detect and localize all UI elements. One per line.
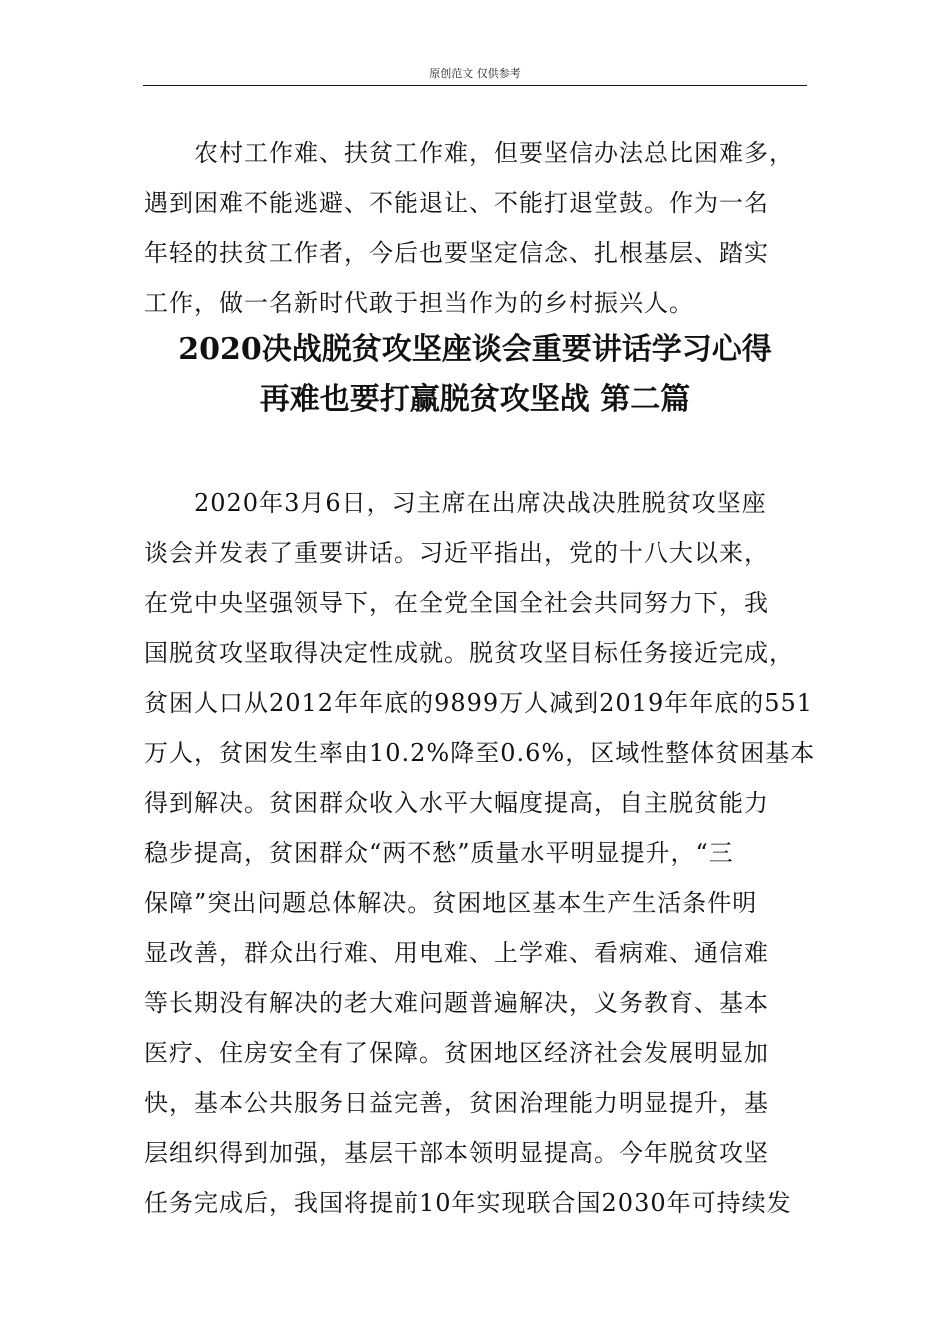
paragraph-line: 显改善，群众出行难、用电难、上学难、看病难、通信难: [144, 939, 769, 967]
paragraph-line: 稳步提高，贫困群众“两不愁”质量水平明显提升，“三: [144, 839, 734, 867]
document-title: 2020决战脱贫攻坚座谈会重要讲话学习心得: [178, 332, 772, 367]
paragraph-line: 农村工作难、扶贫工作难，但要坚信办法总比困难多，: [144, 139, 794, 167]
paragraph-line: 任务完成后，我国将提前10年实现联合国2030年可持续发: [144, 1189, 792, 1217]
paragraph-line: 医疗、住房安全有了保障。贫困地区经济社会发展明显加: [144, 1039, 769, 1067]
header-divider: [143, 85, 807, 86]
paragraph-line: 万人，贫困发生率由10.2%降至0.6%，区域性整体贫困基本: [144, 739, 816, 767]
paragraph-line: 在党中央坚强领导下，在全党全国全社会共同努力下，我: [144, 589, 769, 617]
paragraph-line: 2020年3月6日，习主席在出席决战决胜脱贫攻坚座: [144, 489, 767, 517]
paragraph-line: 遇到困难不能逃避、不能退让、不能打退堂鼓。作为一名: [144, 189, 769, 217]
intro-paragraph: [144, 128, 808, 328]
paragraph-line: 等长期没有解决的老大难问题普遍解决，义务教育、基本: [144, 989, 769, 1017]
page-header-text: 原创范文 仅供参考: [429, 67, 521, 80]
paragraph-line: 快，基本公共服务日益完善，贫困治理能力明显提升，基: [144, 1089, 769, 1117]
paragraph-line: 保障”突出问题总体解决。贫困地区基本生产生活条件明: [144, 889, 758, 917]
paragraph-line: 工作，做一名新时代敢于担当作为的乡村振兴人。: [144, 289, 694, 317]
paragraph-line: 得到解决。贫困群众收入水平大幅度提高，自主脱贫能力: [144, 789, 769, 817]
paragraph-line: 国脱贫攻坚取得决定性成就。脱贫攻坚目标任务接近完成，: [144, 639, 794, 667]
document-subtitle: 再难也要打赢脱贫攻坚战 第二篇: [259, 382, 691, 417]
paragraph-line: 贫困人口从2012年年底的9899万人减到2019年年底的551: [144, 689, 814, 717]
paragraph-line: 谈会并发表了重要讲话。习近平指出，党的十八大以来，: [144, 539, 769, 567]
body-paragraph: [144, 478, 816, 1228]
paragraph-line: 层组织得到加强，基层干部本领明显提高。今年脱贫攻坚: [144, 1139, 769, 1167]
paragraph-line: 年轻的扶贫工作者，今后也要坚定信念、扎根基层、踏实: [144, 239, 769, 267]
